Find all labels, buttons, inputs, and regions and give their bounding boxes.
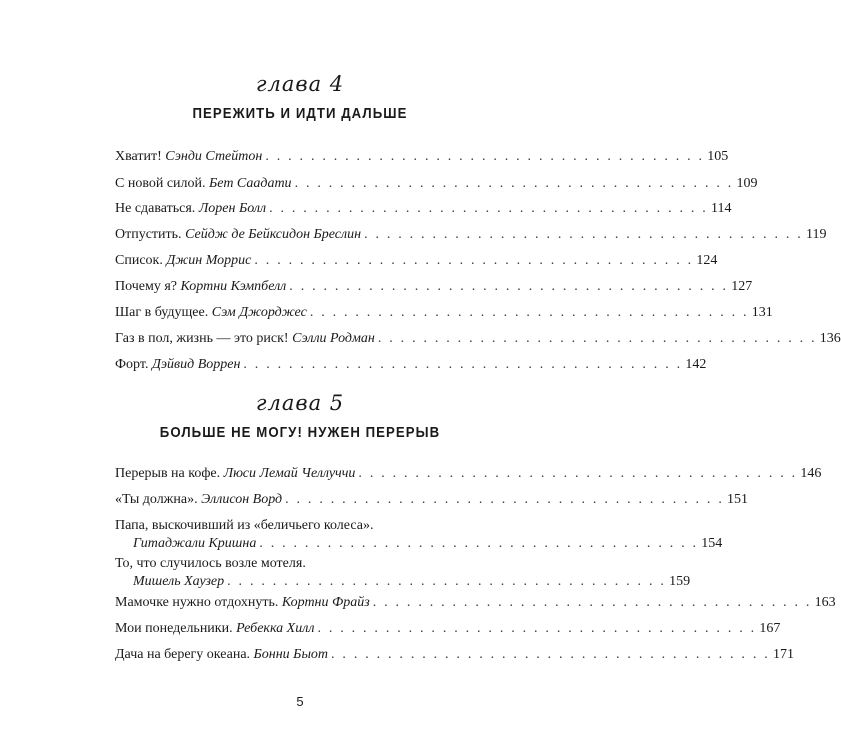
toc-entry[interactable]	[115, 491, 749, 509]
chapter-5-heading	[0, 391, 600, 443]
entry-title: Перерыв на кофе.	[115, 466, 221, 481]
toc-entry[interactable]	[115, 226, 827, 244]
entry-page: 105	[707, 149, 729, 164]
chapter-4-heading	[0, 72, 600, 124]
entry-page: 114	[710, 201, 732, 216]
toc-entry[interactable]	[115, 175, 758, 193]
entry-author: Эллисон Ворд	[201, 492, 283, 507]
entry-page: 151	[727, 492, 749, 507]
entry-title: Дача на берегу океана.	[115, 647, 251, 662]
entry-page: 119	[805, 227, 827, 242]
toc-entry[interactable]	[115, 200, 732, 218]
entry-title: С новой силой.	[115, 176, 206, 191]
entry-page: 127	[731, 279, 753, 294]
entry-page: 167	[759, 621, 781, 636]
entry-author: Бонни Быот	[253, 647, 329, 662]
dot-leader: . . . . . . . . . . . . . . . . . . . . . . . . . . . . . . . . . . . . . . .	[254, 253, 694, 268]
toc-entry[interactable]	[115, 148, 729, 166]
entry-title: Папа, выскочивший из «беличьего колеса».	[115, 518, 374, 533]
entry-title: Форт.	[115, 357, 149, 372]
dot-leader: . . . . . . . . . . . . . . . . . . . . . . . . . . . . . . . . . . . . . . .	[227, 574, 667, 589]
entry-page: 124	[696, 253, 718, 268]
toc-entry[interactable]	[115, 278, 753, 296]
entry-author: Бет Саадати	[209, 176, 292, 191]
dot-leader: . . . . . . . . . . . . . . . . . . . . . . . . . . . . . . . . . . . . . . .	[331, 647, 770, 662]
chapter-title: ПЕРЕЖИТЬ И ИДТИ ДАЛЬШЕ	[192, 105, 408, 122]
toc-entry[interactable]	[115, 356, 707, 374]
page-number: 5	[296, 694, 304, 709]
dot-leader: . . . . . . . . . . . . . . . . . . . . . . . . . . . . . . . . . . . . . . .	[269, 201, 708, 216]
toc-entry[interactable]	[115, 465, 822, 483]
dot-leader: . . . . . . . . . . . . . . . . . . . . . . . . . . . . . . . . . . . . . . .	[285, 492, 725, 507]
dot-leader: . . . . . . . . . . . . . . . . . . . . . . . . . . . . . . . . . . . . . . .	[265, 149, 705, 164]
entry-page: 109	[736, 176, 758, 191]
entry-author: Ребекка Хилл	[236, 621, 315, 636]
dot-leader: . . . . . . . . . . . . . . . . . . . . . . . . . . . . . . . . . . . . . . .	[364, 227, 803, 242]
entry-title: Отпустить.	[115, 227, 182, 242]
entry-title: Мамочке нужно отдохнуть.	[115, 595, 279, 610]
entry-page: 146	[800, 466, 822, 481]
entry-page: 142	[685, 357, 707, 372]
entry-author: Мишель Хаузер	[133, 574, 225, 589]
chapter-title: БОЛЬШЕ НЕ МОГУ! НУЖЕН ПЕРЕРЫВ	[159, 424, 441, 441]
entry-author: Кортни Кэмпбелл	[180, 279, 287, 294]
entry-page: 163	[814, 595, 836, 610]
entry-page: 171	[772, 647, 794, 662]
toc-entry[interactable]	[115, 594, 836, 612]
entry-title: Шаг в будущее.	[115, 305, 209, 320]
entry-author: Сэнди Стейтон	[165, 149, 263, 164]
dot-leader: . . . . . . . . . . . . . . . . . . . . . . . . . . . . . . . . . . . . . . .	[309, 305, 749, 320]
entry-title: Список.	[115, 253, 163, 268]
dot-leader: . . . . . . . . . . . . . . . . . . . . . . . . . . . . . . . . . . . . . . .	[377, 331, 817, 346]
entry-title: Газ в пол, жизнь — это риск!	[115, 331, 289, 346]
entry-title: Мои понедельники.	[115, 621, 233, 636]
toc-entry[interactable]	[115, 555, 691, 591]
chapter-label: глава 5	[255, 391, 345, 415]
entry-author: Кортни Фрайз	[281, 595, 370, 610]
entry-title: То, что случилось возле мотеля.	[115, 556, 306, 571]
entry-author: Сэлли Родман	[292, 331, 375, 346]
entry-author: Джин Моррис	[166, 253, 252, 268]
entry-page: 136	[819, 331, 841, 346]
dot-leader: . . . . . . . . . . . . . . . . . . . . . . . . . . . . . . . . . . . . . . .	[372, 595, 812, 610]
chapter-label: глава 4	[255, 72, 345, 96]
entry-title: «Ты должна».	[115, 492, 198, 507]
entry-title: Хватит!	[115, 149, 162, 164]
entry-author: Гитаджали Кришна	[133, 536, 257, 551]
entry-page: 154	[701, 536, 723, 551]
entry-title: Почему я?	[115, 279, 178, 294]
entry-author: Сэм Джорджес	[211, 305, 307, 320]
dot-leader: . . . . . . . . . . . . . . . . . . . . . . . . . . . . . . . . . . . . . . .	[243, 357, 683, 372]
entry-title: Не сдаваться.	[115, 201, 196, 216]
toc-entry[interactable]	[115, 252, 718, 270]
entry-author: Сейдж де Бейксидон Бреслин	[185, 227, 362, 242]
toc-entry[interactable]	[115, 330, 841, 348]
dot-leader: . . . . . . . . . . . . . . . . . . . . . . . . . . . . . . . . . . . . . . .	[317, 621, 757, 636]
dot-leader: . . . . . . . . . . . . . . . . . . . . . . . . . . . . . . . . . . . . . . .	[358, 466, 798, 481]
dot-leader: . . . . . . . . . . . . . . . . . . . . . . . . . . . . . . . . . . . . . . .	[294, 176, 734, 191]
entry-page: 131	[751, 305, 773, 320]
toc-entry[interactable]	[115, 304, 773, 322]
entry-page: 159	[669, 574, 691, 589]
toc-entry[interactable]	[115, 620, 781, 638]
dot-leader: . . . . . . . . . . . . . . . . . . . . . . . . . . . . . . . . . . . . . . .	[259, 536, 699, 551]
entry-author: Люси Лемай Челлуччи	[223, 466, 356, 481]
entry-author: Дэйвид Воррен	[151, 357, 241, 372]
entry-author: Лорен Болл	[198, 201, 267, 216]
dot-leader: . . . . . . . . . . . . . . . . . . . . . . . . . . . . . . . . . . . . . . .	[289, 279, 729, 294]
toc-entry[interactable]	[115, 517, 723, 553]
toc-entry[interactable]	[115, 646, 794, 664]
